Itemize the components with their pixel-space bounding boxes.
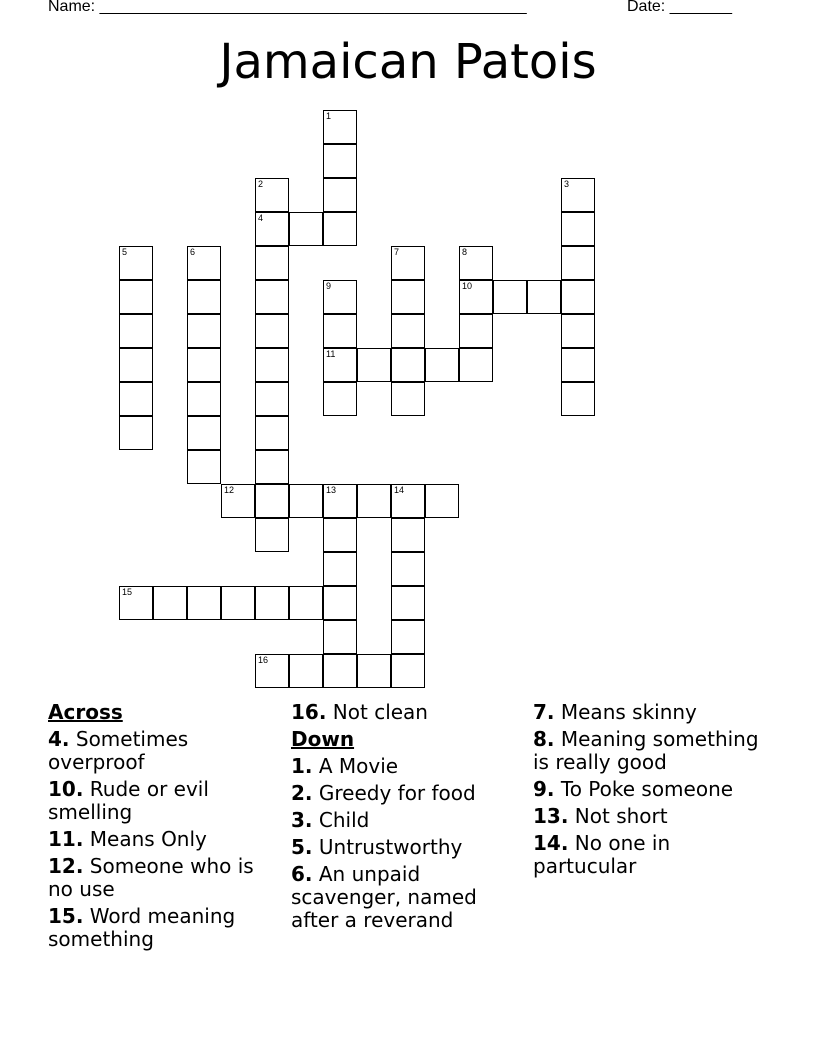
- clue-number: 16: [258, 655, 269, 665]
- grid-cell[interactable]: [255, 348, 289, 382]
- grid-cell[interactable]: [119, 280, 153, 314]
- grid-cell[interactable]: [255, 586, 289, 620]
- grid-cell[interactable]: [119, 416, 153, 450]
- clue-number: 5: [122, 247, 128, 257]
- grid-cell[interactable]: [459, 348, 493, 382]
- clue-number: 9: [326, 281, 332, 291]
- clue-number: 1: [326, 111, 332, 121]
- clue-down-13: 13. Not short: [533, 804, 668, 828]
- grid-cell[interactable]: [255, 314, 289, 348]
- clues-column-2: [291, 701, 526, 936]
- clue-number: 6: [190, 247, 196, 257]
- grid-cell[interactable]: [187, 382, 221, 416]
- grid-cell[interactable]: [119, 348, 153, 382]
- clue-number: 2: [258, 179, 264, 189]
- grid-cell[interactable]: [323, 484, 357, 518]
- grid-cell[interactable]: [255, 178, 289, 212]
- grid-cell[interactable]: [221, 484, 255, 518]
- date-field-label: Date: _______: [627, 0, 732, 15]
- grid-cell[interactable]: [391, 382, 425, 416]
- clue-number: 7: [394, 247, 400, 257]
- grid-cell[interactable]: [425, 348, 459, 382]
- grid-cell[interactable]: [255, 484, 289, 518]
- clue-down-7: 7. Means skinny: [533, 700, 697, 724]
- clue-number: 8: [462, 247, 468, 257]
- grid-cell[interactable]: [323, 280, 357, 314]
- grid-cell[interactable]: [255, 280, 289, 314]
- clue-number: 12: [224, 485, 235, 495]
- clue-down-8: 8. Meaning something is really good: [533, 727, 759, 774]
- grid-cell[interactable]: [357, 484, 391, 518]
- grid-cell[interactable]: [323, 518, 357, 552]
- grid-cell[interactable]: [119, 382, 153, 416]
- grid-cell[interactable]: [289, 212, 323, 246]
- grid-cell[interactable]: [187, 450, 221, 484]
- grid-cell[interactable]: [391, 314, 425, 348]
- grid-cell[interactable]: [187, 280, 221, 314]
- grid-cell[interactable]: [425, 484, 459, 518]
- grid-cell[interactable]: [357, 348, 391, 382]
- clue-down-1: 1. A Movie: [291, 754, 399, 778]
- grid-cell[interactable]: [391, 552, 425, 586]
- grid-cell[interactable]: [289, 586, 323, 620]
- grid-cell[interactable]: [323, 620, 357, 654]
- grid-cell[interactable]: [323, 110, 357, 144]
- grid-cell[interactable]: [493, 280, 527, 314]
- grid-cell[interactable]: [391, 348, 425, 382]
- clue-down-6: 6. An unpaid scavenger, named after a reverand: [291, 862, 477, 932]
- grid-cell[interactable]: [391, 586, 425, 620]
- grid-cell[interactable]: [255, 518, 289, 552]
- grid-cell[interactable]: [255, 212, 289, 246]
- grid-cell[interactable]: [153, 586, 187, 620]
- grid-cell[interactable]: [391, 484, 425, 518]
- clue-number: 4: [258, 213, 264, 223]
- grid-cell[interactable]: [459, 246, 493, 280]
- grid-cell[interactable]: [119, 246, 153, 280]
- grid-cell[interactable]: [289, 654, 323, 688]
- clue-down-5: 5. Untrustworthy: [291, 835, 463, 859]
- clue-across-16: 16. Not clean: [291, 700, 428, 724]
- grid-cell[interactable]: [187, 246, 221, 280]
- grid-cell[interactable]: [187, 314, 221, 348]
- grid-cell[interactable]: [391, 654, 425, 688]
- grid-cell[interactable]: [119, 314, 153, 348]
- grid-cell[interactable]: [323, 348, 357, 382]
- grid-cell[interactable]: [289, 484, 323, 518]
- grid-cell[interactable]: [323, 586, 357, 620]
- clue-number: 15: [122, 587, 133, 597]
- down-heading: Down: [291, 727, 355, 751]
- grid-cell[interactable]: [357, 654, 391, 688]
- grid-cell[interactable]: [391, 620, 425, 654]
- grid-cell[interactable]: [323, 314, 357, 348]
- clue-number: 11: [326, 349, 336, 359]
- grid-cell[interactable]: [561, 280, 595, 314]
- clue-across-15: 15. Word meaning something: [48, 904, 236, 951]
- grid-cell[interactable]: [255, 416, 289, 450]
- grid-cell[interactable]: [255, 382, 289, 416]
- clues-column-1: [48, 701, 283, 955]
- grid-cell[interactable]: [119, 586, 153, 620]
- grid-cell[interactable]: [187, 416, 221, 450]
- grid-cell[interactable]: [459, 314, 493, 348]
- grid-cell[interactable]: [527, 280, 561, 314]
- grid-cell[interactable]: [323, 654, 357, 688]
- grid-cell[interactable]: [255, 450, 289, 484]
- grid-cell[interactable]: [187, 586, 221, 620]
- grid-cell[interactable]: [561, 348, 595, 382]
- clue-across-11: 11. Means Only: [48, 827, 207, 851]
- clue-number: 14: [394, 485, 405, 495]
- grid-cell[interactable]: [561, 382, 595, 416]
- clue-number: 13: [326, 485, 337, 495]
- clue-down-3: 3. Child: [291, 808, 370, 832]
- page-title: Jamaican Patois: [219, 34, 597, 90]
- clue-number: 10: [462, 281, 473, 291]
- grid-cell[interactable]: [561, 178, 595, 212]
- grid-cell[interactable]: [221, 586, 255, 620]
- grid-cell[interactable]: [323, 144, 357, 178]
- grid-cell[interactable]: [391, 246, 425, 280]
- grid-cell[interactable]: [255, 246, 289, 280]
- grid-cell[interactable]: [323, 178, 357, 212]
- clue-across-12: 12. Someone who is no use: [48, 854, 254, 901]
- clue-number: 3: [564, 179, 570, 189]
- name-field-label: Name: ________________________________________________: [48, 0, 527, 15]
- grid-cell[interactable]: [323, 552, 357, 586]
- grid-cell[interactable]: [255, 654, 289, 688]
- clues-column-3: [533, 701, 768, 882]
- grid-cell[interactable]: [561, 212, 595, 246]
- clue-across-10: 10. Rude or evil smelling: [48, 777, 209, 824]
- clue-down-2: 2. Greedy for food: [291, 781, 476, 805]
- grid-cell[interactable]: [459, 280, 493, 314]
- grid-cell[interactable]: [323, 212, 357, 246]
- grid-cell[interactable]: [187, 348, 221, 382]
- clue-down-14: 14. No one in partucular: [533, 831, 671, 878]
- clue-down-9: 9. To Poke someone: [533, 777, 734, 801]
- across-heading: Across: [48, 700, 123, 724]
- clue-across-4: 4. Sometimes overproof: [48, 727, 189, 774]
- grid-cell[interactable]: [391, 280, 425, 314]
- grid-cell[interactable]: [323, 382, 357, 416]
- grid-cell[interactable]: [561, 314, 595, 348]
- grid-cell[interactable]: [391, 518, 425, 552]
- grid-cell[interactable]: [561, 246, 595, 280]
